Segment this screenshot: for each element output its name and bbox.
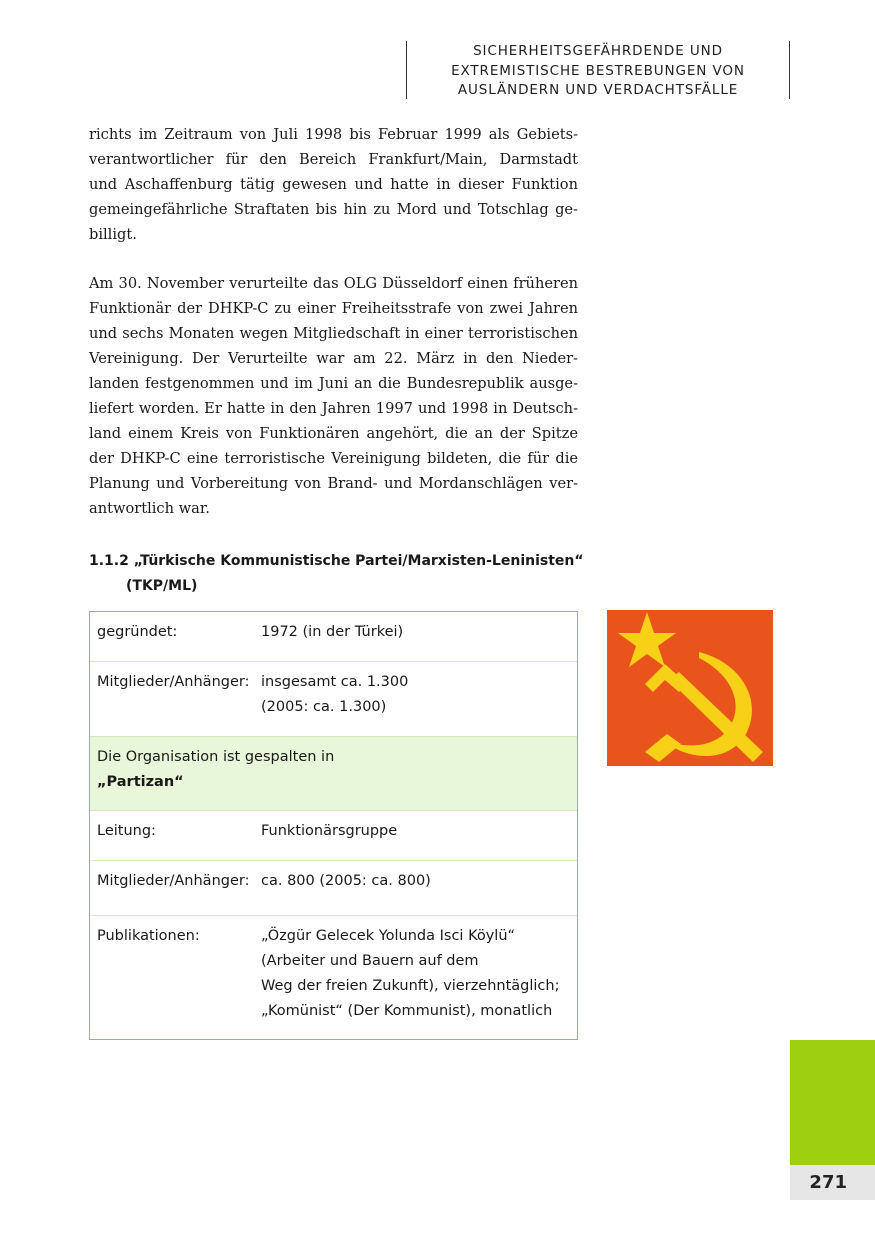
table-row — [90, 811, 577, 861]
hammer-and-sickle-icon — [607, 610, 773, 766]
text-line: liefert worden. Er hatte in den Jahren 1997 und 1998 in Deutsch- — [89, 400, 578, 417]
publication-line: Weg der freien Zukunft), vierzehntäglich; — [261, 978, 560, 994]
table-row — [90, 612, 577, 662]
founded-label: gegründet: — [97, 624, 178, 640]
page-number: 271 — [790, 1165, 875, 1200]
header-line: SICHERHEITSGEFÄHRDENDE UND — [473, 43, 723, 59]
leadership-label: Leitung: — [97, 823, 156, 839]
text-line: Vereinigung. Der Verurteilte war am 22. März in den Nieder- — [89, 350, 578, 367]
text-line: Planung und Vorbereitung von Brand- und Mordanschlägen ver- — [89, 475, 578, 492]
section-heading — [89, 549, 589, 599]
chapter-tab — [790, 1040, 875, 1165]
publication-line: „Komünist“ (Der Kommunist), monatlich — [261, 1003, 553, 1019]
text-line: antwortlich war. — [89, 500, 210, 517]
text-line: gemeingefährliche Straftaten bis hin zu Mord und Totschlag ge- — [89, 201, 578, 218]
publications-label: Publikationen: — [97, 928, 200, 944]
publication-line: (Arbeiter und Bauern auf dem — [261, 953, 479, 969]
members-value — [261, 670, 570, 736]
organization-info-table — [89, 611, 578, 1040]
table-row — [90, 916, 577, 1039]
running-header — [406, 41, 790, 99]
section-heading-line-2: (TKP/ML) — [126, 578, 198, 594]
header-line: EXTREMISTISCHE BESTREBUNGEN VON — [451, 62, 745, 79]
text-line: und Aschaffenburg tätig gewesen und hatte in dieser Funktion — [89, 176, 578, 193]
text-line: und sechs Monaten wegen Mitgliedschaft in einer terroristischen — [89, 325, 578, 342]
text-line: land einem Kreis von Funktionären angehört, die an der Spitze — [89, 425, 578, 442]
members-value-line: (2005: ca. 1.300) — [261, 699, 387, 715]
split-text: Die Organisation ist gespalten in — [97, 749, 335, 765]
members-label: Mitglieder/Anhänger: — [97, 674, 250, 690]
text-line: Funktionär der DHKP-C zu einer Freiheitsstrafe von zwei Jahren — [89, 300, 578, 317]
text-line: der DHKP-C eine terroristische Vereinigung bildeten, die für die — [89, 450, 578, 467]
text-line: landen festgenommen und im Juni an die Bundesrepublik ausge- — [89, 375, 578, 392]
members2-value: ca. 800 (2005: ca. 800) — [261, 873, 431, 889]
table-row-highlight — [90, 737, 577, 811]
publications-value — [261, 924, 570, 1039]
header-line: AUSLÄNDERN UND VERDACHTSFÄLLE — [457, 82, 739, 98]
split-name: „Partizan“ — [97, 774, 184, 790]
paragraph-2 — [89, 271, 578, 521]
table-row — [90, 861, 577, 916]
section-heading-line-1: 1.1.2 „Türkische Kommunistische Partei/Marxisten-Leninisten“ — [89, 553, 584, 569]
text-line: richts im Zeitraum von Juli 1998 bis Februar 1999 als Gebiets- — [89, 126, 578, 143]
members2-label: Mitglieder/Anhänger: — [97, 873, 250, 889]
text-line: Am 30. November verurteilte das OLG Düsseldorf einen früheren — [89, 275, 578, 292]
founded-value: 1972 (in der Türkei) — [261, 624, 404, 640]
paragraph-1 — [89, 122, 578, 247]
text-line: billigt. — [89, 226, 137, 243]
text-line: verantwortlicher für den Bereich Frankfurt/Main, Darmstadt — [89, 151, 578, 168]
publication-line: „Özgür Gelecek Yolunda Isci Köylü“ — [261, 928, 516, 944]
members-value-line: insgesamt ca. 1.300 — [261, 674, 409, 690]
table-row — [90, 662, 577, 737]
leadership-value: Funktionärsgruppe — [261, 823, 398, 839]
